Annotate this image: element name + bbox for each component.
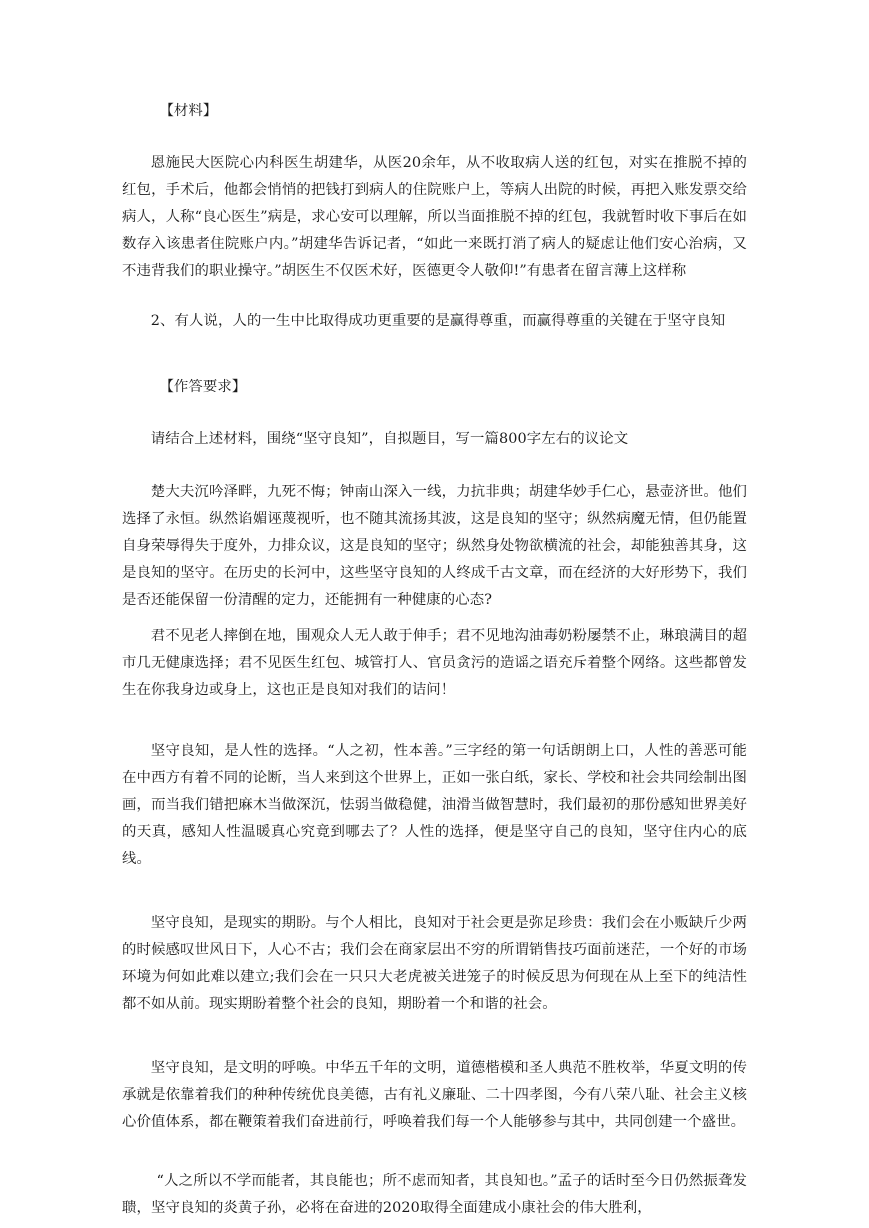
essay-paragraph-6: “人之所以不学而能者，其良能也；所不虑而知者，其良知也。”孟子的话时至今日仍然振聋发聩，坚守良知的炎黄子孙，必将在奋进的2020取得全面建成小康社会的伟大胜利， [122, 1173, 747, 1216]
essay-paragraph-3: 坚守良知，是人性的选择。“人之初，性本善。”三字经的第一句话朗朗上口，人性的善恶可能在中西方有着不同的论断，当人来到这个世界上，正如一张白纸，家长、学校和社会共同绘制出图画，而当我们错把麻木当做深沉，怯弱当做稳健，油滑当做智慧时，我们最初的那份感知世界美好的天真，感知人性温暖真心究竟到哪去了？人性的选择，便是坚守自己的良知，坚守住内心的底线。 [122, 743, 747, 867]
essay-paragraph-5: 坚守良知，是文明的呼唤。中华五千年的文明，道德楷模和圣人典范不胜枚举，华夏文明的传承就是依靠着我们的种种传统优良美德，古有礼义廉耻、二十四孝图，今有八荣八耻、社会主义核心价值体系，都在鞭策着我们奋进前行，呼唤着我们每一个人能够参与其中，共同创建一个盛世。 [122, 1060, 747, 1130]
essay-paragraph-2: 君不见老人摔倒在地，围观众人无人敢于伸手；君不见地沟油毒奶粉屡禁不止，琳琅满目的超市几无健康选择；君不见医生红包、城管打人、官员贪污的造谣之语充斥着整个网络。这些都曾发生在你我身边或身上，这也正是良知对我们的诘问！ [122, 628, 747, 698]
material-text: 恩施民大医院心内科医生胡建华，从医20余年，从不收取病人送的红包，对实在推脱不掉的红包，手术后，他都会悄悄的把钱打到病人的住院账户上，等病人出院的时候，再把入账发票交给病人，人称“良心医生”病是，求心安可以理解，所以当面推脱不掉的红包，我就暂时收下事后在如数存入该患者住院账户内。”胡建华告诉记者，“如此一来既打消了病人的疑虑让他们安心治病，又不违背我们的职业操守。”胡医生不仅医术好，医德更令人敬仰!”有患者在留言薄上这样称 [122, 155, 747, 279]
essay-paragraph-4: 坚守良知，是现实的期盼。与个人相比，良知对于社会更是弥足珍贵：我们会在小贩缺斤少两的时候感叹世风日下，人心不古；我们会在商家层出不穷的所谓销售技巧面前迷茫，一个好的市场环境为何如此难以建立;我们会在一只只大老虎被关进笼子的时候反思为何现在从上至下的纯洁性都不如从前。现实期盼着整个社会的良知，期盼着一个和谐的社会。 [122, 915, 747, 1012]
essay-paragraph-1: 楚大夫沉吟泽畔，九死不悔；钟南山深入一线，力抗非典；胡建华妙手仁心，悬壶济世。他们选择了永恒。纵然谄媚诬蔑视听，也不随其流扬其波，这是良知的坚守；纵然病魔无情，但仍能置自身荣辱得失于度外，力排众议，这是良知的坚守；纵然身处物欲横流的社会，却能独善其身，这是良知的坚守。在历史的长河中，这些坚守良知的人终成千古文章，而在经济的大好形势下，我们是否还能保留一份清醒的定力，还能拥有一种健康的心态? [122, 484, 747, 608]
requirement-text: 请结合上述材料，围绕“坚守良知”，自拟题目，写一篇800字左右的议论文 [150, 431, 629, 447]
requirement-heading: 【作答要求】 [159, 379, 247, 395]
material-heading: 【材料】 [159, 103, 218, 119]
point-2-text: 2、有人说，人的一生中比取得成功更重要的是赢得尊重，而赢得尊重的关键在于坚守良知 [150, 313, 726, 329]
